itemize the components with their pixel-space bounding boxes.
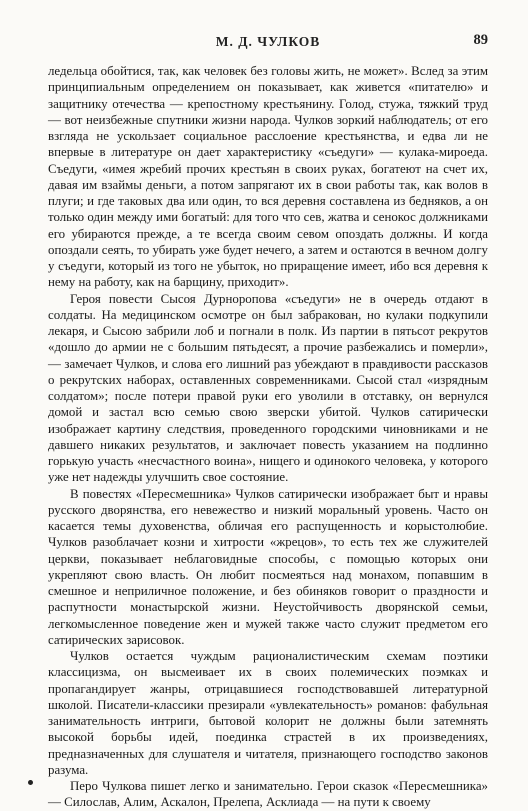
page-header <box>48 34 488 54</box>
body-text <box>48 63 488 811</box>
paragraph-2: Героя повести Сысоя Дурноропова «съедуги» не в очередь отдают в солдаты. На медицинском осмотре он был забракован, но кулаки подкупили лекаря, и Сысою забрили лоб и погнали в полк. Из партии в пятьсот рекрутов «дошло до армии не с большим пятьдесят, а прочие разбежались и померли», — замечает Чулков, и слова его лишний раз убеждают в правдивости рассказов о рекрутских наборах, оставленных современниками. Сысой стал «изрядным солдатом»; после потери правой руки его уволили в отставку, он вернулся домой и застал всю семью свою зверски убитой. Чулков сатирически изображает картину следствия, проведенного городскими чиновниками и не давшего никаких результатов, и заключает повесть указанием на подлинно горькую участь «несчастного воина», нищего и одинокого человека, у которого уже нет надежды улучшить свое состояние. <box>48 291 488 485</box>
paragraph-5: Перо Чулкова пишет легко и занимательно. Герои сказок «Пересмешника» — Силослав, Алим, Аскалон, Прелепа, Асклиада — на пути к своему <box>48 779 488 810</box>
page-number: 89 <box>473 32 488 48</box>
paragraph-3: В повестях «Пересмешника» Чулков сатирически изображает быт и нравы русского дворянства, его невежество и низкий моральный уровень. Часто он касается темы духовенства, обличая его распущенность и корыстолюбие. Чулков разоблачает козни и хитрости «жрецов», то есть тех же служителей церкви, показывает неблаговидные способы, с помощью которых они укрепляют свою власть. Он любит посмеяться над монахом, попавшим в смешное и неприличное положение, и без обиняков говорит о праздности и распутности монастырской жизни. Неустойчивость дворянской семьи, легкомысленное поведение жен и мужей также часто служит предметом его сатирических зарисовок. <box>48 486 488 647</box>
running-head: М. Д. ЧУЛКОВ <box>215 34 321 49</box>
margin-dot-mark <box>28 780 33 785</box>
paragraph-1: ледельца обойтися, так, как человек без головы жить, не может». Вслед за этим принципиальным определением он показывает, как живется «питателю» и защитнику отечества — крепостному крестьянину. Голод, стужа, тяжкий труд — вот неизбежные спутники жизни народа. Чулков зоркий наблюдатель; от его взгляда не ускользает социальное расслоение крестьянства, и едва ли не впервые в литературе он дает характеристику «съедуги» — кулака-мироеда. Съедуги, «имея жребий прочих крестьян в своих руках, богатеют на счет их, давая им взаймы деньги, а потом запрягают их в свои работы так, как волов в плуги; и где таковых два или один, то вся деревня составлена из бедняков, а он только один между ими богатый: для того что сев, жатва и сенокос должниками его убираются прежде, а те всегда своим севом опоздать должны. И когда опоздали сеять, то убирать уже будет нечего, а затем и остаются в вечном долгу у съедуги, который из того не убыток, но приращение имеет, ибо вся деревня к нему на работу, как на барщину, приходит». <box>48 64 488 290</box>
paragraph-4: Чулков остается чуждым рационалистическим схемам поэтики классицизма, он высмеивает их в своих полемических поэмках и пропагандирует жанры, отрицавшиеся господствовавшей литературной школой. Писатели-классики презирали «увлекательность» романов: фабульная занимательность интриги, бытовой колорит не должны были затемнять высокой борьбы идей, поединка страстей в их произведениях, предназначенных для слушателя и читателя, признающего господство законов разума. <box>48 649 488 777</box>
